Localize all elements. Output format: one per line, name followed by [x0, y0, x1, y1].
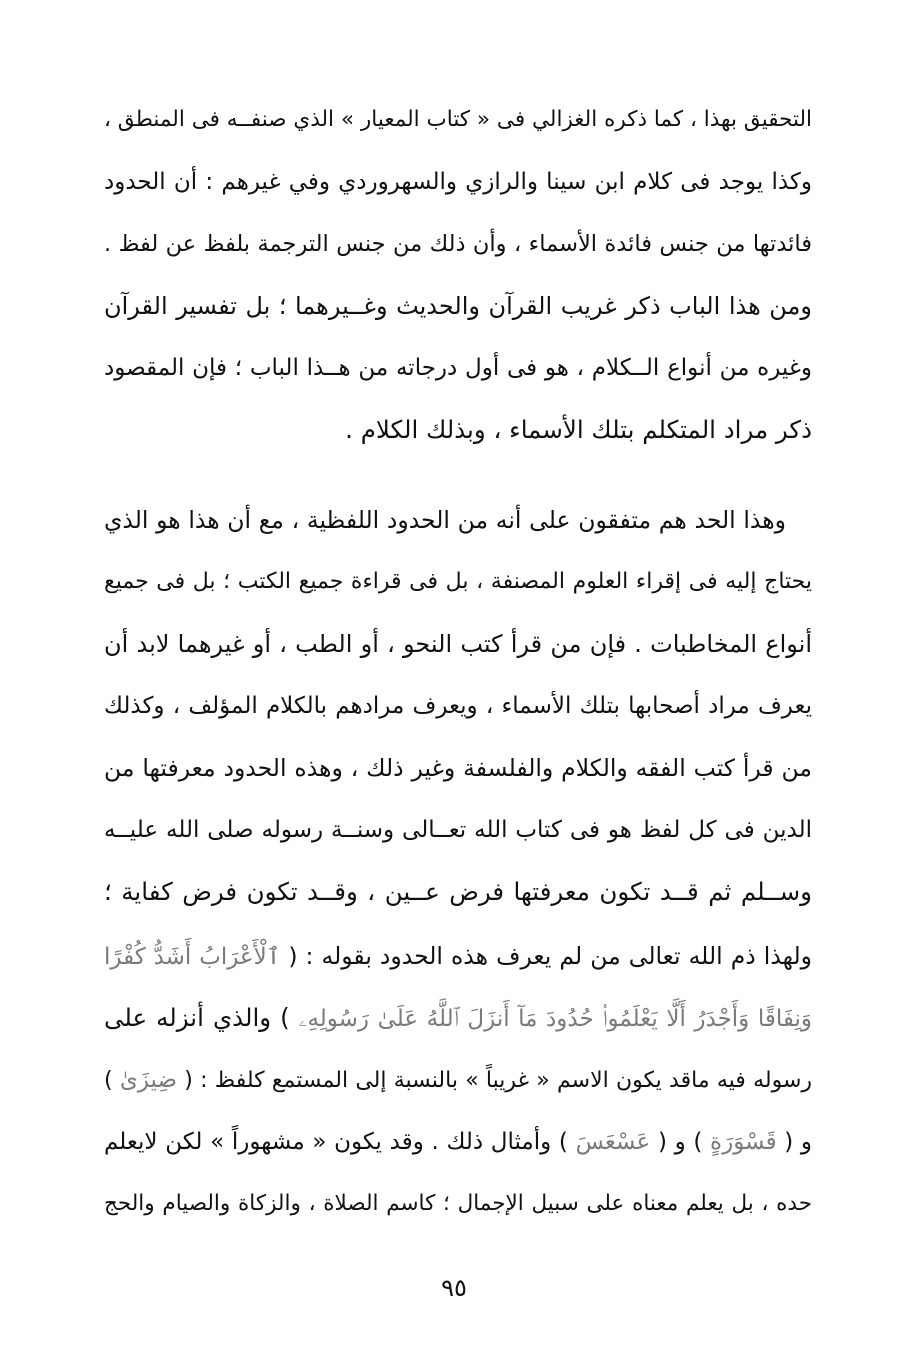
- text-line-5: وغيره من أنواع الــكلام ، هو فى أول درجاته من هــذا الباب ؛ فإن المقصود: [104, 355, 812, 381]
- quran-word-asas: عَسْعَسَ: [575, 1129, 651, 1155]
- line-17-text-c: ) وأمثال ذلك . وقد يكون « مشهوراً » لكن لايعلم: [104, 1129, 568, 1155]
- line-16-text: رسوله فيه ماقد يكون الاسم « غريباً » بالنسبة إلى المستمع كلفظ : (: [184, 1068, 812, 1093]
- text-line-7: وهذا الحد هم متفقون على أنه من الحدود اللفظية ، مع أن هذا هو الذي: [104, 506, 786, 534]
- text-line-8: يحتاج إليه فى إقراء العلوم المصنفة ، بل فى قراءة جميع الكتب ؛ بل فى جميع: [104, 569, 812, 594]
- line-16-text-end: ): [104, 1068, 113, 1093]
- text-line-15: [104, 990, 812, 1046]
- text-line-4: ومن هذا الباب ذكر غريب القرآن والحديث وغــيرهما ؛ بل تفسير القرآن: [104, 292, 812, 320]
- text-line-10: يعرف مراد أصحابها بتلك الأسماء ، ويعرف مرادهم بالكلام المؤلف ، وكذلك: [104, 693, 812, 719]
- line-17-text-a: و (: [784, 1129, 812, 1155]
- text-line-9: أنواع المخاطبات . فإن من قرأ كتب النحو ، أو الطب ، أو غيرهما لابد أن: [104, 630, 812, 658]
- text-line-1: التحقيق بهذا ، كما ذكره الغزالي فى « كتاب المعيار » الذي صنفــه فى المنطق ،: [104, 107, 812, 132]
- quran-quote-2: وَنِفَاقًا وَأَجْدَرُ أَلَّا يَعْلَمُوا۟ حُدُودَ مَآ أَنزَلَ ٱللَّهُ عَلَىٰ رَسُولِهِۦ: [298, 1006, 812, 1032]
- line-15-text: ) والذي أنزله على: [104, 1003, 290, 1032]
- text-line-13: وســلم ثم قــد تكون معرفتها فرض عــين ، وقــد تكون فرض كفاية ؛: [104, 877, 812, 906]
- text-line-14: [104, 928, 812, 984]
- quran-word-dizaa: ضِيزَىٰ: [119, 1067, 178, 1093]
- text-line-16: [104, 1052, 812, 1108]
- text-line-17: [104, 1114, 812, 1170]
- text-line-6: ذكر مراد المتكلم بتلك الأسماء ، وبذلك الكلام .: [345, 415, 812, 444]
- quran-word-qaswara: قَسْوَرَةٍ: [710, 1129, 777, 1155]
- quran-quote-1: ٱلْأَعْرَابُ أَشَدُّ كُفْرًا: [104, 944, 281, 970]
- line-17-text-b: ) و (: [657, 1129, 703, 1155]
- text-line-11: من قرأ كتب الفقه والكلام والفلسفة وغير ذلك ، وهذه الحدود معرفتها من: [104, 754, 812, 782]
- text-line-18: حده ، بل يعلم معناه على سبيل الإجمال ؛ كاسم الصلاة ، والزكاة والصيام والحج: [104, 1191, 812, 1216]
- text-line-3: فائدتها من جنس فائدة الأسماء ، وأن ذلك من جنس الترجمة بلفظ عن لفظ .: [104, 231, 812, 257]
- text-line-2: وكذا يوجد فى كلام ابن سينا والرازي والسهروردي وفي غيرهم : أن الحدود: [104, 169, 812, 195]
- text-line-12: الدين فى كل لفظ هو فى كتاب الله تعــالى وسنــة رسوله صلى الله عليــه: [104, 817, 812, 843]
- page-number: ٩٥: [441, 1274, 467, 1302]
- line-14-text: ولهذا ذم الله تعالى من لم يعرف هذه الحدود بقوله : (: [288, 942, 812, 970]
